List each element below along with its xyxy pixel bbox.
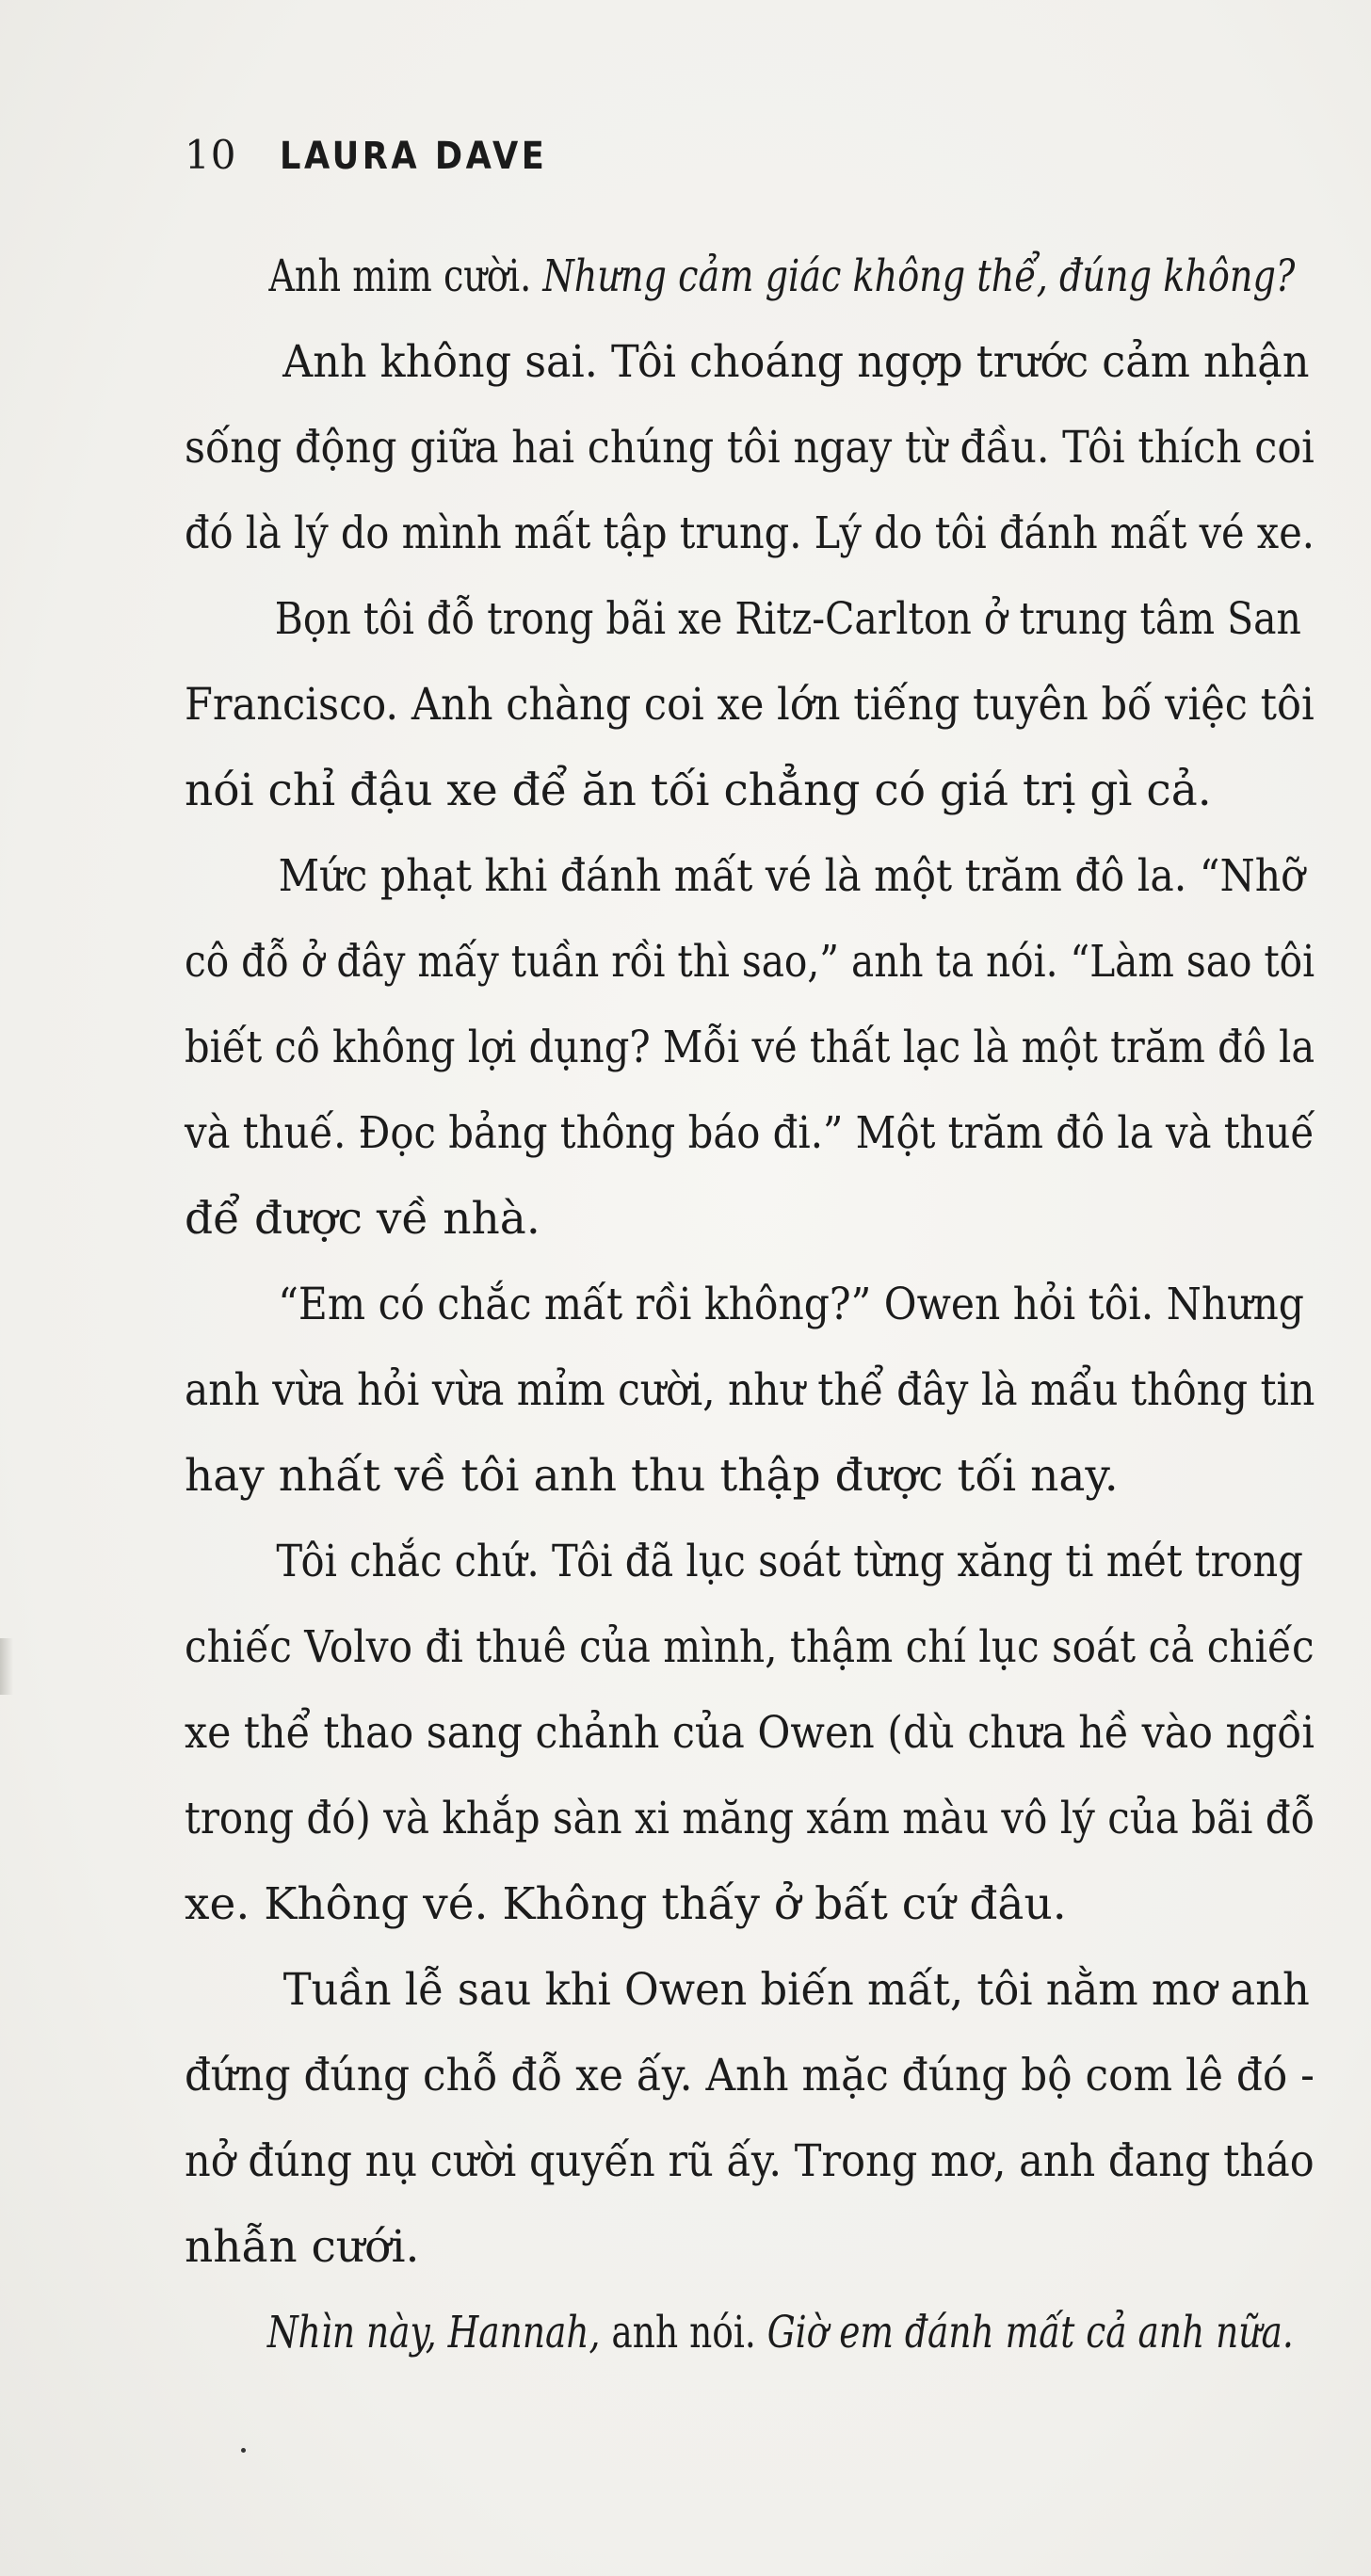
text-line [185,491,1315,576]
text-segment: để được về nhà. [185,1193,540,1245]
text-line [185,1262,1304,1347]
text-segment: anh nói. [600,2307,767,2359]
text-line [185,662,1315,748]
text-line [185,2033,1315,2118]
text-segment: nói chỉ đậu xe để ăn tối chẳng có giá trị gì cả. [185,765,1212,816]
text-segment: chiếc Volvo đi thuê của mình, thậm chí lục soát cả chiếc [185,1621,1315,1673]
text-line [185,319,1310,405]
italic-text: Nhìn này, Hannah, [266,2307,601,2359]
text-segment: Tôi chắc chứ. Tôi đã lục soát từng xăng ti mét trong [276,1536,1303,1587]
text-segment: Mức phạt khi đánh mất vé là một trăm đô la. “Nhỡ [278,850,1305,902]
text-segment: sống động giữa hai chúng tôi ngay từ đầu. Tôi thích coi [185,422,1315,474]
author-running-head: LAURA DAVE [280,135,548,178]
text-line [185,2290,1294,2375]
text-line [185,576,1301,662]
text-segment: cô đỗ ở đây mấy tuần rồi thì sao,” anh ta nói. “Làm sao tôi [185,936,1315,988]
body-text [185,233,1315,2375]
text-segment: Tuần lễ sau khi Owen biến mất, tôi nằm mơ anh [282,1964,1310,2016]
text-segment: Bọn tôi đỗ trong bãi xe Ritz-Carlton ở trung tâm San [274,593,1301,645]
running-header [185,132,585,188]
text-segment: “Em có chắc mất rồi không?” Owen hỏi tôi. Nhưng [278,1279,1304,1330]
text-segment: xe thể thao sang chảnh của Owen (dù chưa hề vào ngồi [185,1707,1315,1759]
text-segment: đó là lý do mình mất tập trung. Lý do tôi đánh mất vé xe. [185,507,1315,559]
text-segment: trong đó) và khắp sàn xi măng xám màu vô lý của bãi đỗ [185,1793,1315,1844]
italic-text: Giờ em đánh mất cả anh nữa. [766,2307,1294,2359]
ink-speck [241,2448,246,2453]
text-segment: hay nhất về tôi anh thu thập được tối nay. [185,1450,1119,1502]
text-segment: biết cô không lợi dụng? Mỗi vé thất lạc là một trăm đô la [185,1022,1315,1073]
text-line [185,1176,1315,1262]
text-segment: và thuế. Đọc bảng thông báo đi.” Một trăm đô la và thuế [185,1107,1315,1159]
text-segment: nở đúng nụ cười quyến rũ ấy. Trong mơ, anh đang tháo [185,2135,1315,2187]
italic-text: Nhưng cảm giác không thể, đúng không? [542,250,1296,302]
page-edge-shadow [0,1638,13,1695]
text-segment: đứng đúng chỗ đỗ xe ấy. Anh mặc đúng bộ com lê đó - [185,2050,1315,2101]
text-segment: nhẫn cưới. [185,2221,420,2273]
text-line [185,1604,1315,1690]
text-line [185,2204,1315,2290]
text-line [185,2118,1315,2204]
text-line [185,1090,1315,1176]
text-segment: Anh mim cười. [268,250,543,302]
text-segment: Francisco. Anh chàng coi xe lớn tiếng tuyên bố việc tôi [185,679,1315,731]
text-segment: anh vừa hỏi vừa mỉm cười, như thể đây là mẩu thông tin [185,1364,1315,1416]
text-line [185,1861,1315,1947]
text-line [185,1519,1303,1604]
text-line [185,1347,1315,1433]
text-segment: Anh không sai. Tôi choáng ngợp trước cảm nhận [282,336,1310,388]
page-number: 10 [185,132,237,178]
text-line [185,1433,1315,1519]
text-line [185,1690,1315,1776]
text-line [185,1947,1310,2033]
text-line [185,833,1305,919]
text-line [185,919,1315,1005]
text-line [185,405,1315,491]
text-line [185,748,1315,833]
text-segment: xe. Không vé. Không thấy ở bất cứ đâu. [185,1878,1067,1930]
text-line [185,1776,1315,1861]
text-line [185,233,1296,319]
text-line [185,1005,1315,1090]
